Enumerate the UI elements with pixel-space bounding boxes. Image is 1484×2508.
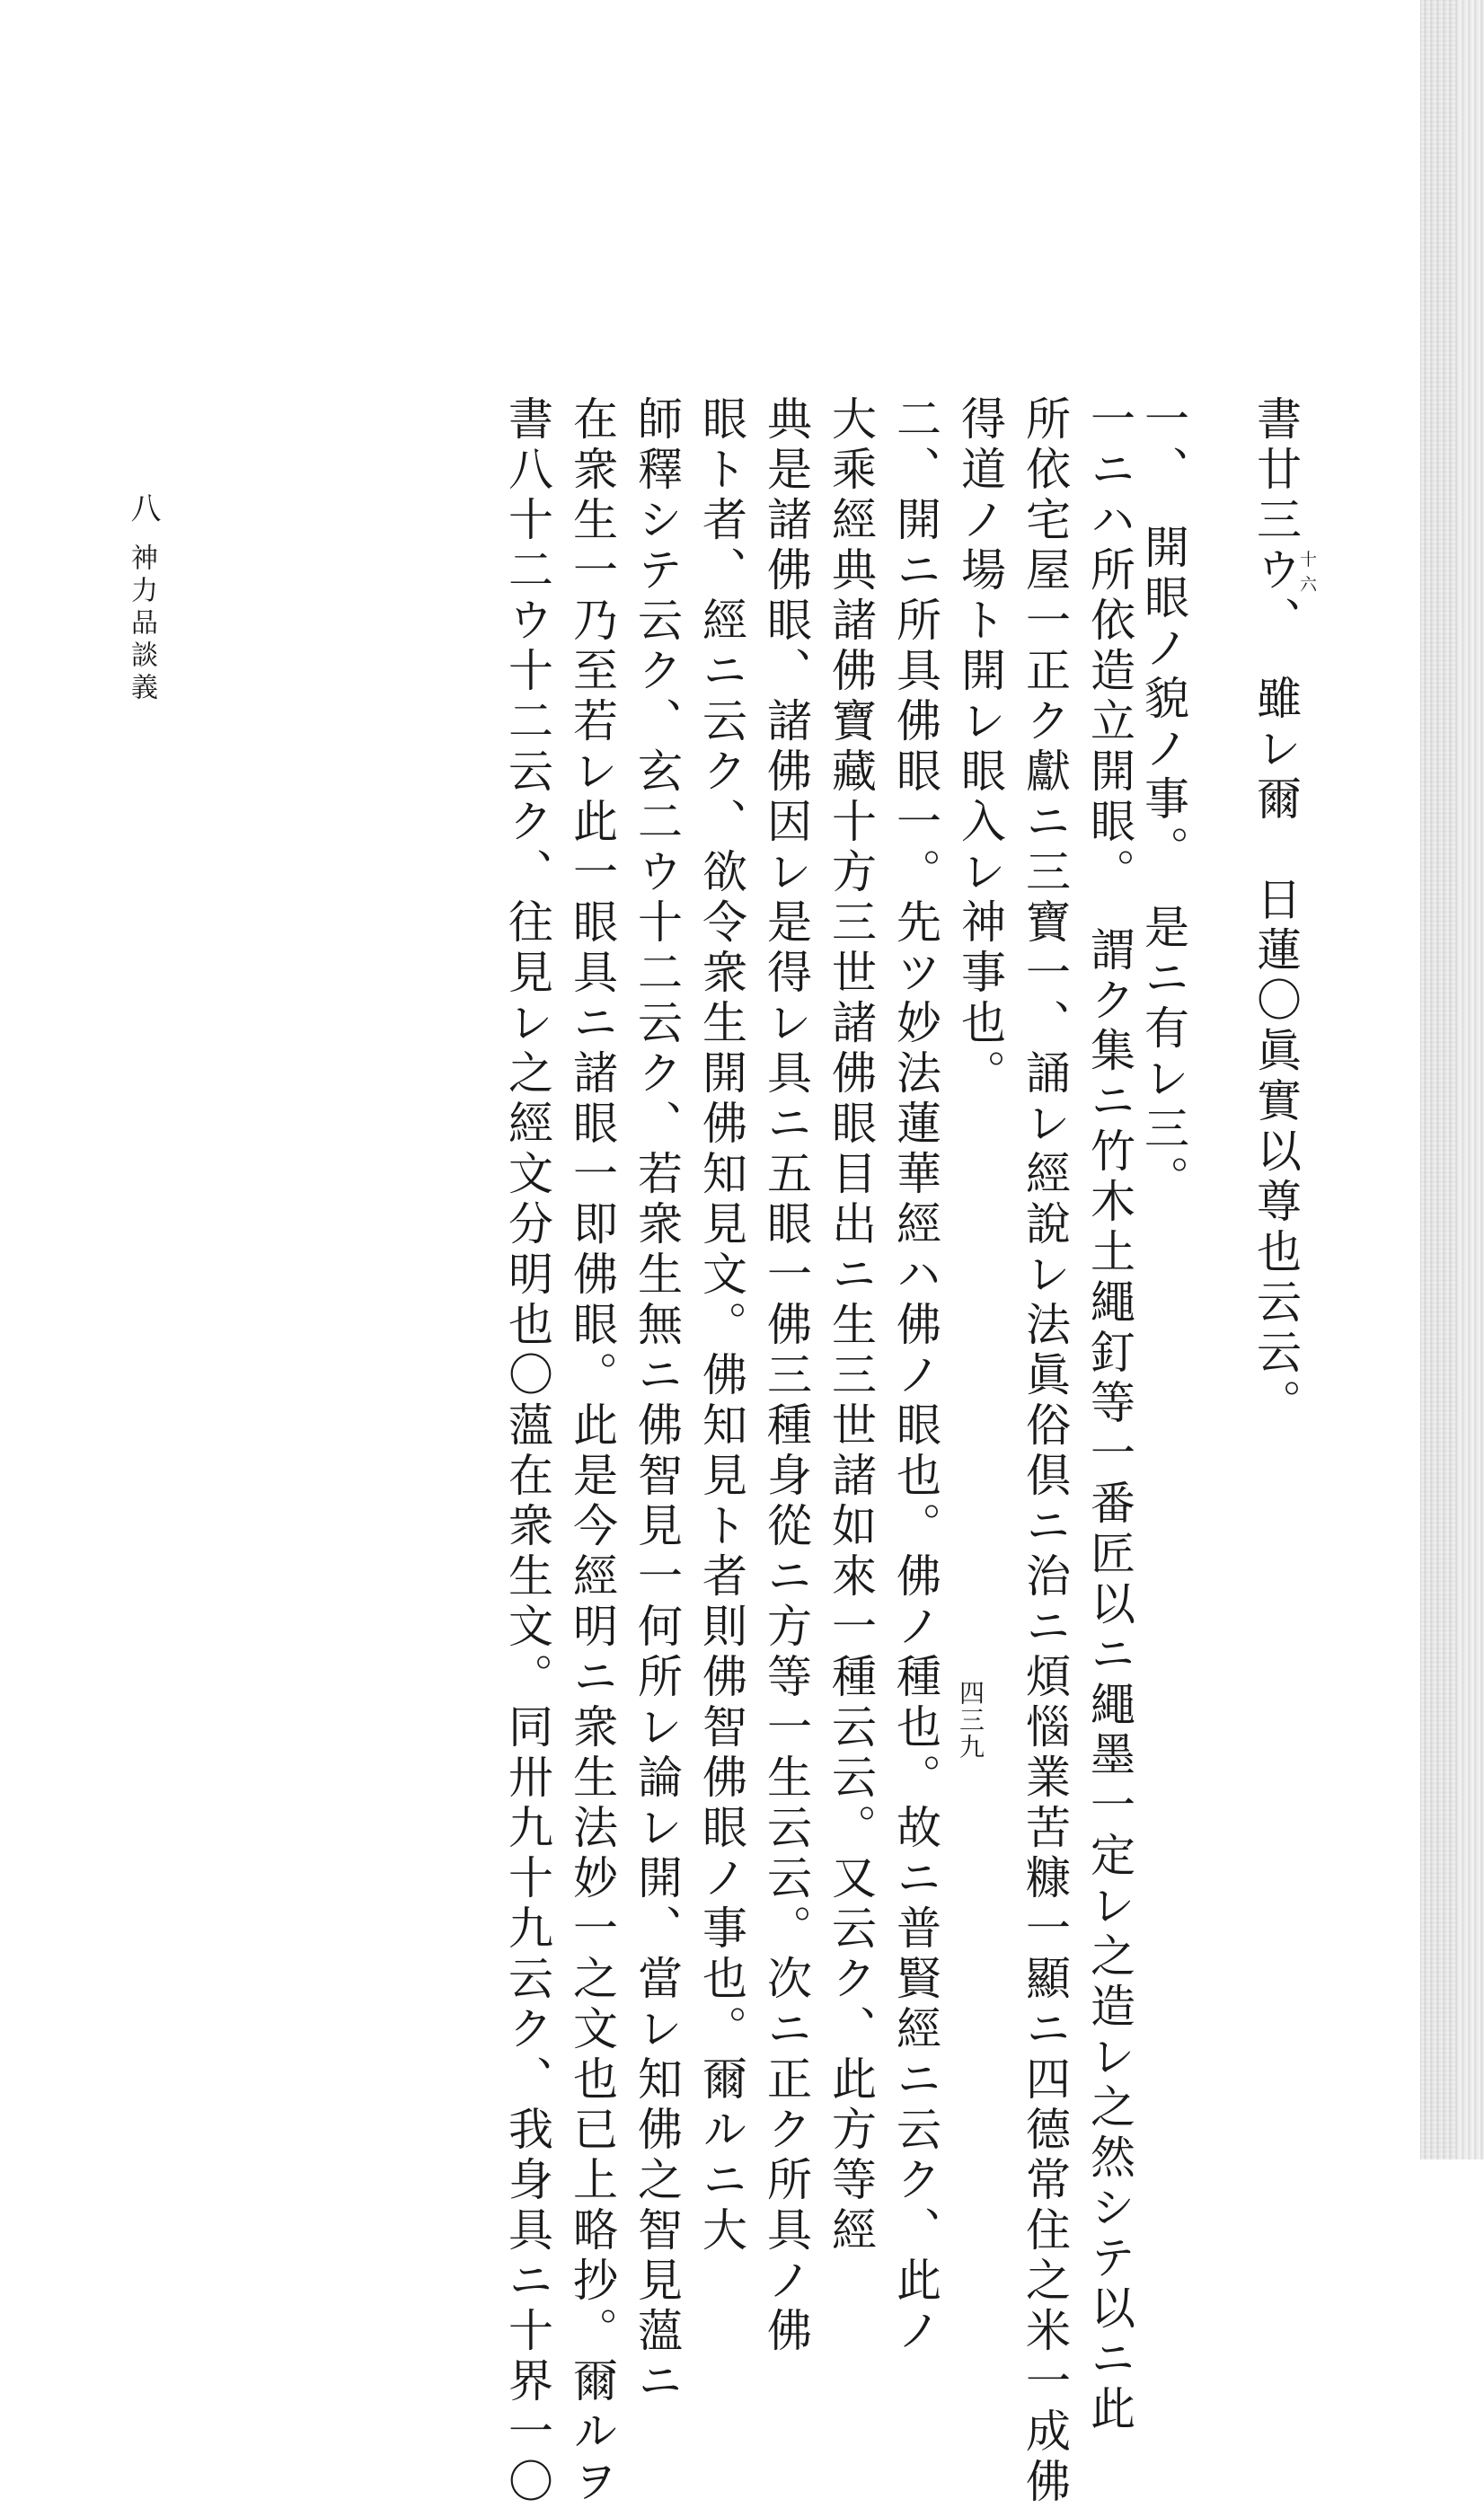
page-body	[211, 395, 1317, 2508]
text-line	[500, 395, 554, 2508]
book-spine-edge	[1420, 0, 1484, 2159]
text-line	[1018, 395, 1072, 2508]
text-line	[1249, 395, 1316, 1429]
page-number	[952, 1680, 988, 1761]
text-line	[630, 395, 684, 2407]
text-line	[694, 395, 748, 2256]
text-line-text: 書廿三ウ十六、 雖レ爾 日蓮〇眞實以尊也云云。	[1250, 395, 1317, 1429]
text-line-text: 大乘經典諸佛寶藏十方三世諸佛眼目出ニ生三世諸如來一種云云。又云ク、此方等經	[825, 395, 877, 2256]
text-line-text: 眼ト者、經ニ云ク、欲令衆生開佛知見文。佛知見ト者則佛智佛眼ノ事也。爾ルニ大	[695, 395, 747, 2256]
running-header-text: 神力品談義	[126, 543, 157, 705]
running-header	[121, 543, 161, 705]
text-line-text: 師釋シテ云ク、玄二ウ十二云ク、若衆生無ニ佛智見一何所レ論レ開、當レ知佛之智見薀ニ	[631, 395, 683, 2407]
text-line	[824, 395, 878, 2256]
page-number-text: 四三九	[956, 1680, 985, 1761]
text-line-text: 所依宅屋一正ク獻ニ三寶一、誦レ經說レ法眞俗倶ニ治ニ煩惱業苦糠一顯ニ四德常住之米一成佛	[1019, 395, 1071, 2508]
text-line	[759, 395, 813, 2357]
text-line-text: 一、 開眼ノ貌ノ事。 是ニ有レ三。	[1137, 395, 1189, 1205]
text-line	[565, 395, 619, 2508]
text-line	[1082, 395, 1136, 2435]
text-line-text: 一ニハ所依造立開眼。 謂ク集ニ竹木土繩釘等一番匠以ニ繩墨一定レ之造レ之然シテ以ニ此	[1083, 395, 1135, 2435]
text-line-text: 典是諸佛眼、諸佛因レ是得レ具ニ五眼一佛三種身從ニ方等一生云云。次ニ正ク所具ノ佛	[760, 395, 812, 2357]
chapter-number	[121, 492, 165, 526]
text-line-text: 在衆生一乃至若レ此一眼具ニ諸眼一即佛眼。此是今經明ニ衆生法妙一之文也已上略抄。爾ルヲ	[566, 395, 618, 2508]
text-line-text: 二、開ニ所具佛眼一。先ツ妙法蓮華經ハ佛ノ眼也。佛ノ種也。故ニ普賢經ニ云ク、此ノ	[889, 395, 941, 2357]
chapter-number-text: 八	[125, 492, 161, 526]
text-line	[1136, 395, 1190, 1205]
text-line	[953, 395, 1007, 1099]
text-line	[888, 395, 942, 2357]
text-line-text: 書八十二ウ十二云ク、往見レ之經文分明也〇薀在衆生文。同卅九十九云ク、我身具ニ十界一〇	[501, 395, 553, 2508]
text-line-text: 得道ノ場ト開レ眼入レ神事也。	[954, 395, 1006, 1099]
